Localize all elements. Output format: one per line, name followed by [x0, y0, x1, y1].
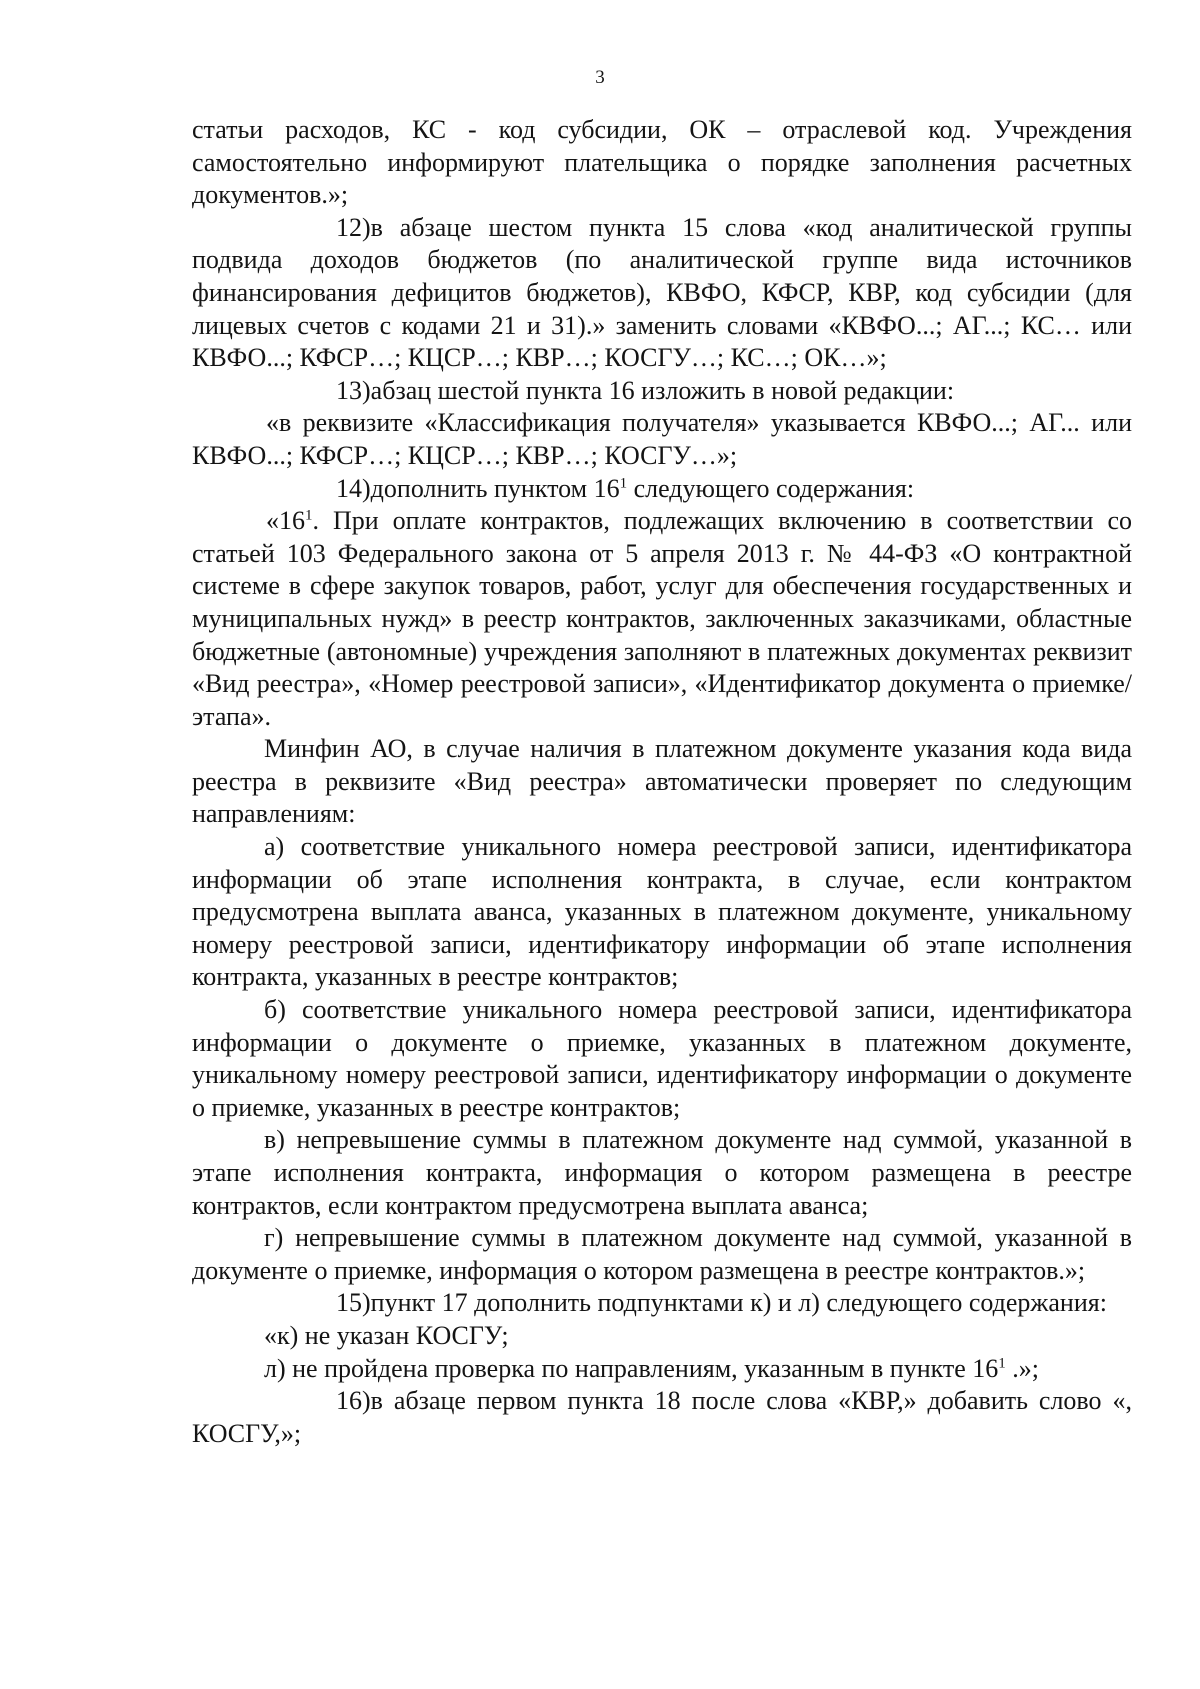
item-number: 15) [336, 1288, 371, 1318]
paragraph-sub-g: г) непревышение суммы в платежном документе над суммой, указанной в документе о приемке, информация о котором размещена в реестре контрактов.»; [192, 1223, 1132, 1285]
paragraph-item-15 [192, 1287, 1132, 1320]
item-text: пункт 17 дополнить подпунктами к) и л) следующего содержания: [370, 1288, 1107, 1318]
item-text: в абзаце первом пункта 18 после слова «КВР,» добавить слово «, КОСГУ,»; [192, 1386, 1132, 1448]
sub-text: л) не пройдена проверка по направлениям, указанным в пункте 16 [264, 1353, 999, 1383]
paragraph-quote-classification: «в реквизите «Классификация получателя» указывается КВФО...; АГ... или КВФО...; КФСР…; КЦСР…; КВР…; КОСГУ…»; [192, 408, 1132, 470]
superscript: 1 [619, 474, 628, 491]
paragraph-item-14 [192, 473, 1132, 506]
page-number: 3 [595, 67, 605, 88]
paragraph-sub-a: а) соответствие уникального номера реестровой записи, идентификатора информации об этапе исполнения контракта, в случае, если контрактом предусмотрена выплата аванса, указанных в платежном документе, уникальному номеру реестровой записи, идентификатору информации об этапе исполнения контракта, указанных в реестре контрактов; [192, 832, 1132, 992]
point-label: «16 [266, 506, 305, 536]
document-body [192, 114, 1132, 1450]
paragraph-item-12 [192, 212, 1132, 375]
superscript: 1 [305, 507, 313, 524]
item-text-end: следующего содержания: [627, 473, 915, 503]
item-number: 13) [336, 375, 371, 405]
paragraph-sub-b: б) соответствие уникального номера реестровой записи, идентификатора информации о документе о приемке, указанных в платежном документе, уникальному номеру реестровой записи, идентификатору информации о документе о приемке, указанных в реестре контрактов; [192, 995, 1132, 1122]
paragraph-minfin-check: Минфин АО, в случае наличия в платежном документе указания кода вида реестра в реквизите «Вид реестра» автоматически проверяет по следующим направлениям: [192, 734, 1132, 829]
item-number: 16) [336, 1386, 371, 1416]
point-text: . При оплате контрактов, подлежащих включению в соответствии со статьей 103 Федерального закона от 5 апреля 2013 г. № 44-ФЗ «О контрактной системе в сфере закупок товаров, работ, услуг для обеспечения государственных и муниципальных нужд» в реестр контрактов, заключенных заказчиками, областные бюджетные (автономные) учреждения заполняют в платежных документах реквизит «Вид реестра», «Номер реестровой записи», «Идентификатор документа о приемке/этапа». [192, 506, 1132, 731]
paragraph-sub-l [192, 1353, 1132, 1386]
superscript: 1 [998, 1354, 1006, 1371]
paragraph-item-16 [192, 1385, 1132, 1450]
item-number: 14) [336, 473, 371, 503]
sub-text-end: .»; [1005, 1353, 1040, 1383]
item-text: абзац шестой пункта 16 изложить в новой редакции: [370, 375, 955, 405]
item-text: дополнить пунктом 16 [370, 473, 620, 503]
paragraph-continuation: статьи расходов, КС - код субсидии, ОК – отраслевой код. Учреждения самостоятельно информируют плательщика о порядке заполнения расчетных документов.»; [192, 115, 1132, 210]
paragraph-item-13 [192, 375, 1132, 408]
item-text: в абзаце шестом пункта 15 слова «код аналитической группы подвида доходов бюджетов (по аналитической группе вида источников финансирования дефицитов бюджетов), КВФО, КФСР, КВР, код субсидии (для лицевых счетов с кодами 21 и 31).» заменить словами «КВФО...; АГ...; КС… или КВФО...; КФСР…; КЦСР…; КВР…; КОСГУ…; КС…; ОК…»; [192, 212, 1132, 373]
paragraph-point-16-1 [192, 505, 1132, 733]
item-number: 12) [336, 212, 371, 242]
paragraph-sub-v: в) непревышение суммы в платежном документе над суммой, указанной в этапе исполнения контракта, информация о котором размещена в реестре контрактов, если контрактом предусмотрена выплата аванса; [192, 1125, 1132, 1220]
paragraph-sub-k: «к) не указан КОСГУ; [264, 1320, 509, 1350]
